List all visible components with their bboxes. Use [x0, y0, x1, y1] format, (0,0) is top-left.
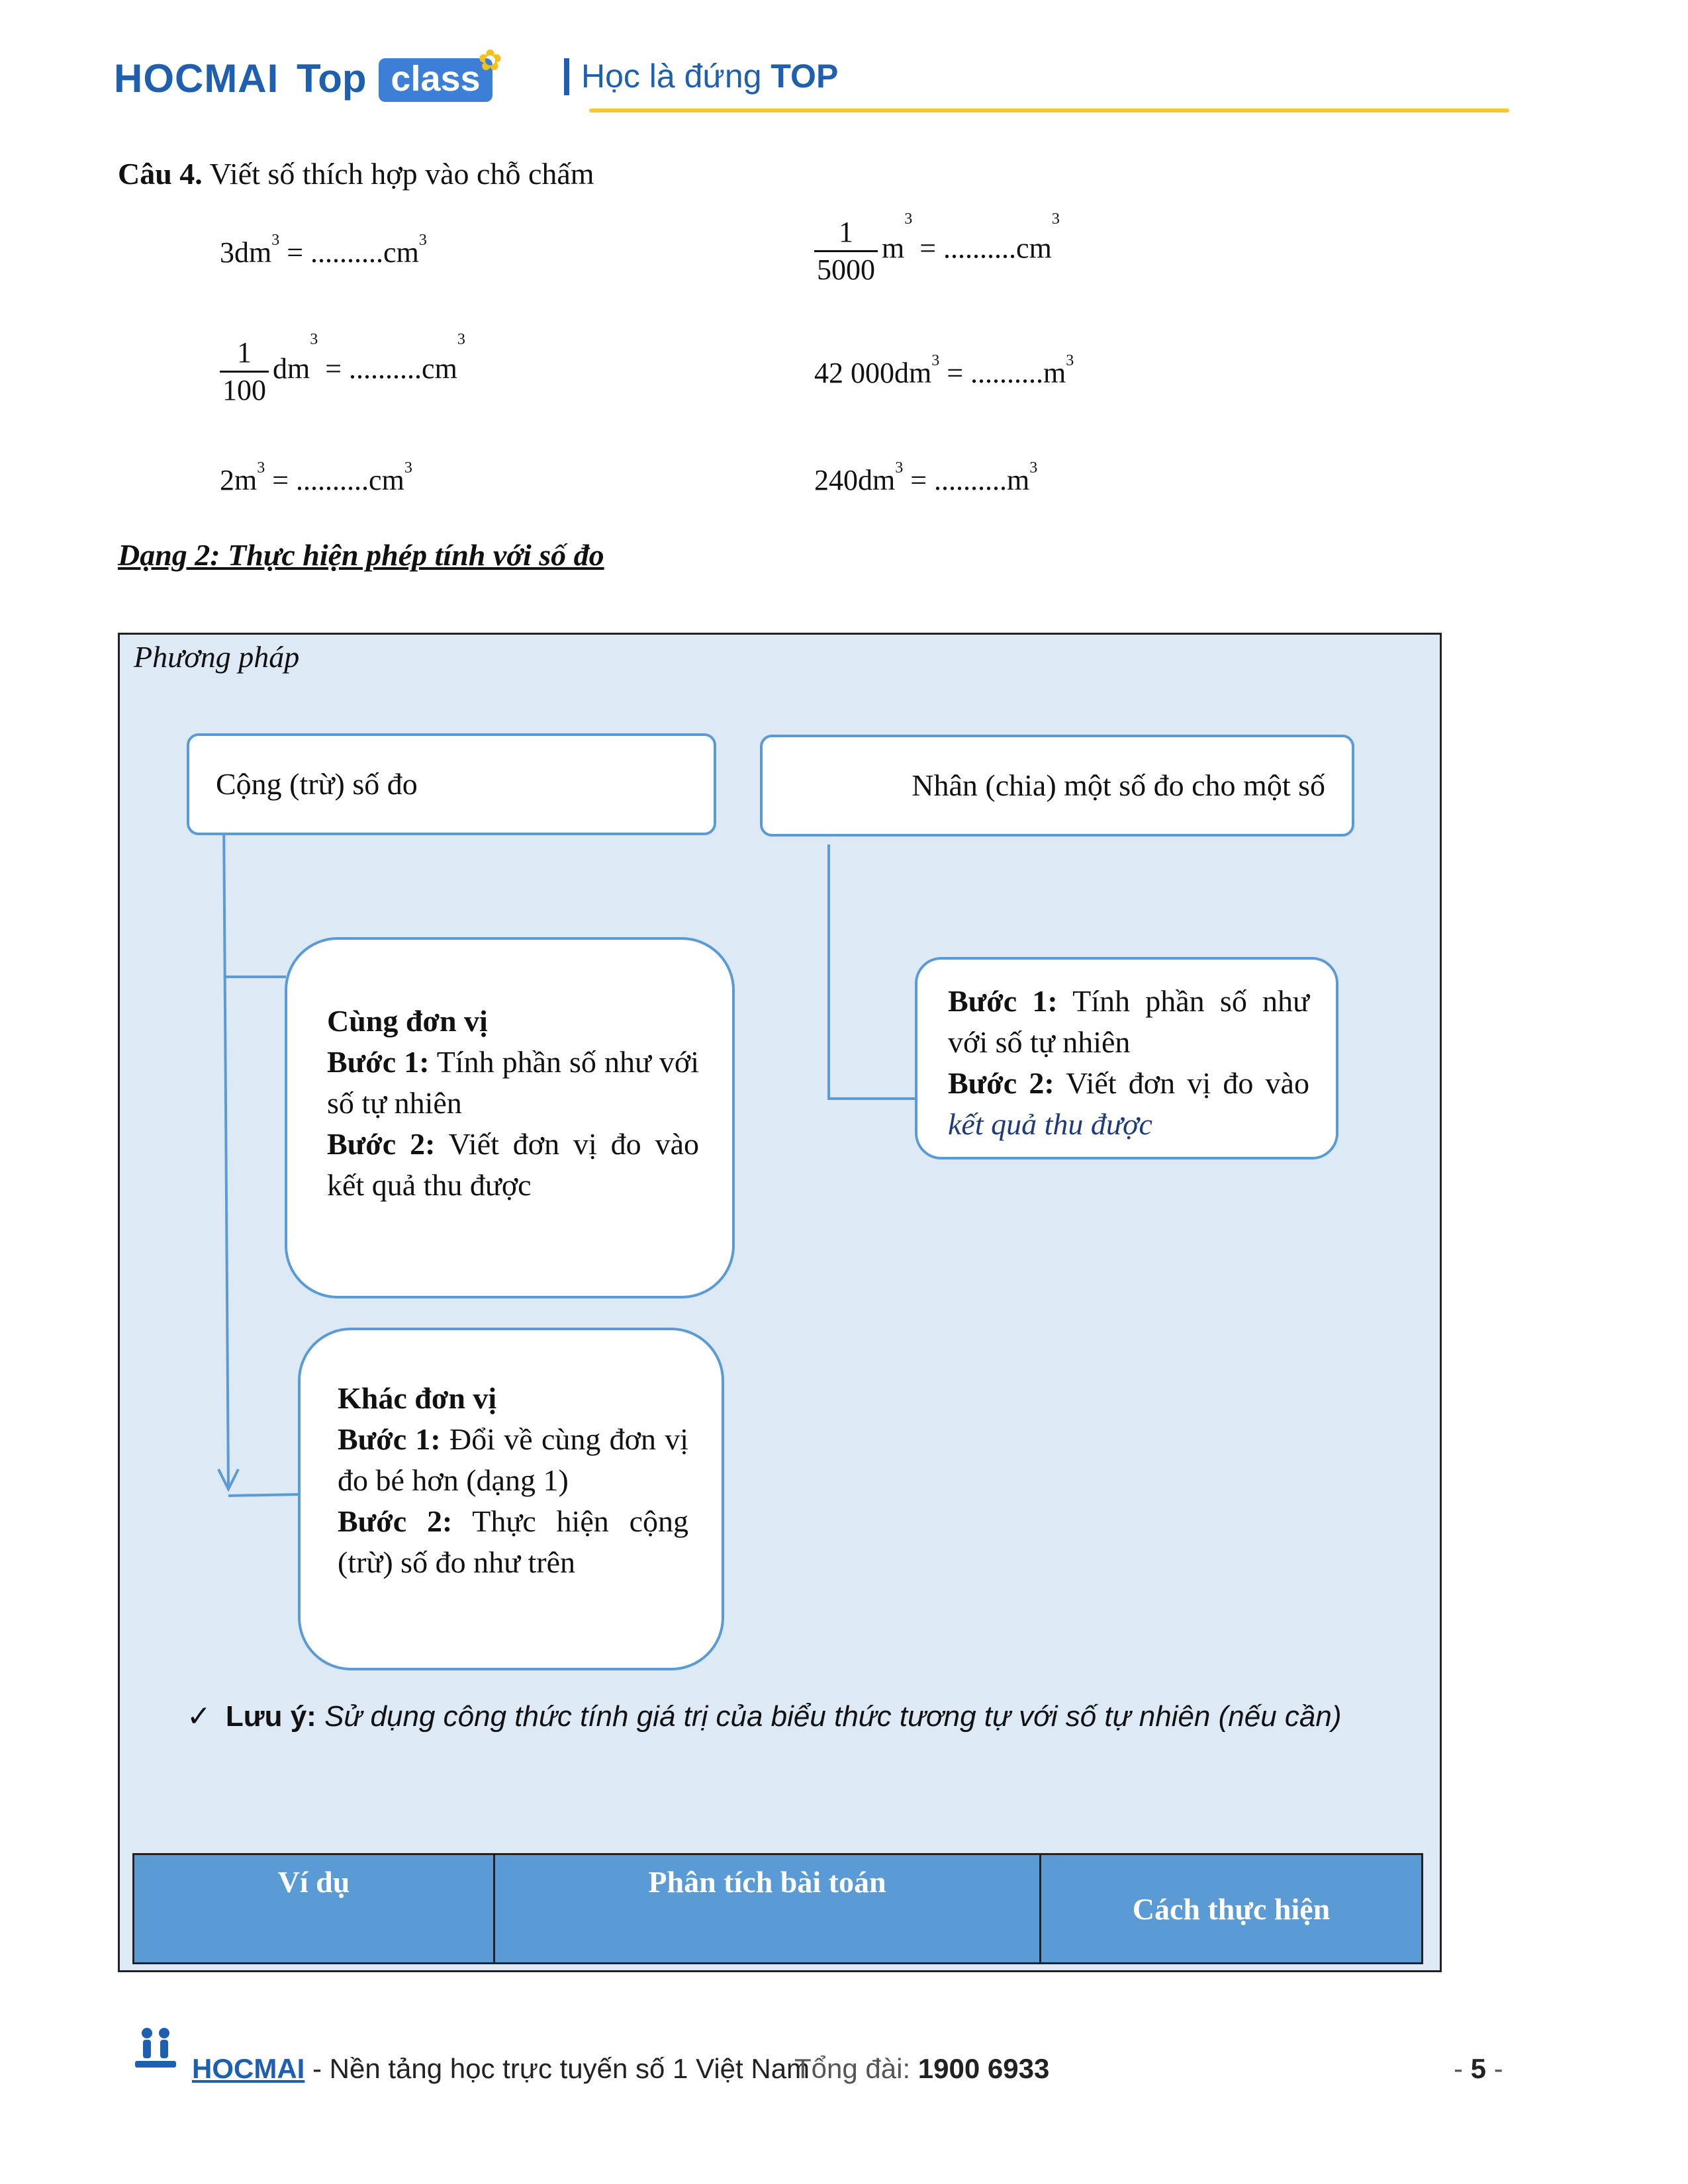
- checkmark-icon: ✓: [187, 1700, 211, 1733]
- same-unit-step2-label: Bước 2:: [327, 1127, 436, 1161]
- mul-div-steps-box: [915, 957, 1338, 1160]
- exercise-1-lhs: 3dm: [220, 236, 272, 269]
- exercise-5-exp: 3: [257, 459, 265, 477]
- same-unit-step1-text: Tính phần số như với số tự nhiên: [327, 1045, 699, 1120]
- exercise-3-rhs-exp: 3: [457, 331, 465, 348]
- different-unit-step1-text: Đổi về cùng đơn vị đo bé hơn (dạng 1): [338, 1422, 688, 1497]
- logo-top: Top: [297, 56, 367, 101]
- add-sub-box: [187, 733, 716, 835]
- mul-div-connector: [829, 844, 917, 1099]
- exercise-5-lhs: 2m: [220, 464, 258, 496]
- exercise-5-rhs-exp: 3: [404, 459, 412, 477]
- example-table-header-row: [134, 1854, 1423, 1964]
- exercise-4-blank: = ..........m: [939, 357, 1066, 389]
- exercise-3-unit: dm: [273, 352, 310, 385]
- different-unit-step1-label: Bước 1:: [338, 1422, 441, 1456]
- logo-hocmai: HOCMAI: [114, 56, 279, 101]
- note-label: Lưu ý:: [225, 1700, 316, 1733]
- table-header-analysis: Phân tích bài toán: [494, 1854, 1041, 1964]
- exercise-2-exp: 3: [904, 210, 913, 228]
- mul-div-label: Nhân (chia) một số đo cho một số: [912, 768, 1325, 802]
- same-unit-title: Cùng đơn vị: [327, 1004, 488, 1038]
- same-unit-step2-text: Viết đơn vị đo vào kết quả thu được: [327, 1127, 699, 1202]
- method-label: Phương pháp: [134, 640, 300, 674]
- mul-step2-tail: kết quả thu được: [948, 1107, 1152, 1141]
- example-table: [132, 1853, 1423, 1964]
- exercise-3-exp: 3: [310, 331, 318, 348]
- different-unit-step2-text: Thực hiện cộng (trừ) số đo như trên: [338, 1504, 688, 1579]
- exercise-6-lhs: 240dm: [814, 464, 896, 496]
- different-unit-step2-label: Bước 2:: [338, 1504, 453, 1538]
- question-number: Câu 4.: [118, 157, 203, 191]
- exercise-1-rhs-exp: 3: [418, 232, 427, 249]
- exercise-3-numerator: 1: [220, 335, 269, 373]
- mul-step1-label: Bước 1:: [948, 984, 1058, 1018]
- exercise-5-blank: = ..........cm: [265, 464, 404, 496]
- add-sub-label: Cộng (trừ) số đo: [216, 767, 418, 801]
- add-sub-trunk-line: [224, 814, 228, 1488]
- tagline-prefix: Học là đứng: [581, 58, 762, 95]
- different-unit-connector: [228, 1494, 299, 1496]
- exercise-2-rhs-exp: 3: [1051, 210, 1060, 228]
- same-unit-box: [285, 937, 735, 1298]
- hotline-number: 1900 6933: [917, 2053, 1050, 2084]
- tagline-highlight: TOP: [771, 58, 839, 95]
- page-number-value: 5: [1470, 2053, 1487, 2084]
- different-unit-box: [298, 1328, 724, 1670]
- note: [187, 1700, 1342, 1733]
- exercise-2-blank: = ..........cm: [912, 232, 1052, 265]
- footer-brand[interactable]: HOCMAI: [192, 2053, 305, 2084]
- same-unit-step1-label: Bước 1:: [327, 1045, 430, 1079]
- exercise-1-exp: 3: [271, 232, 280, 249]
- exercise-2-denominator: 5000: [817, 253, 875, 286]
- footer-hotline: [794, 2048, 1049, 2090]
- hotline-label: Tổng đài:: [794, 2053, 911, 2084]
- footer-tagline: - Nền tảng học trực tuyến số 1 Việt Nam: [305, 2053, 810, 2084]
- question-prompt: Viết số thích hợp vào chỗ chấm: [209, 157, 594, 191]
- exercise-4-rhs-exp: 3: [1066, 352, 1074, 369]
- exercise-4-exp: 3: [931, 352, 940, 369]
- exercise-4-lhs: 42 000dm: [814, 357, 932, 389]
- different-unit-title: Khác đơn vị: [338, 1381, 497, 1415]
- mul-step1-text: Tính phần số như với số tự nhiên: [948, 984, 1309, 1059]
- logo-class-badge: class: [379, 58, 492, 102]
- star-icon: ✿: [478, 44, 502, 77]
- exercise-6-blank: = ..........m: [903, 464, 1030, 496]
- table-header-example: Ví dụ: [134, 1854, 494, 1964]
- note-text: Sử dụng công thức tính giá trị của biểu thức tương tự với số tự nhiên (nếu cần): [316, 1700, 1342, 1733]
- exercise-3-denominator: 100: [222, 374, 266, 406]
- exercise-3-blank: = ..........cm: [318, 352, 457, 385]
- mul-step2-text: Viết đơn vị đo vào: [1054, 1066, 1309, 1100]
- exercise-2-numerator: 1: [814, 214, 878, 252]
- exercise-2-unit: m: [882, 232, 905, 265]
- mul-step2-label: Bước 2:: [948, 1066, 1055, 1100]
- table-header-method: Cách thực hiện: [1041, 1854, 1423, 1964]
- exercise-1-blank: = ..........cm: [279, 236, 419, 269]
- exercise-6-exp: 3: [895, 459, 904, 477]
- exercise-6-rhs-exp: 3: [1029, 459, 1038, 477]
- footer-text: [132, 2048, 810, 2090]
- section-title: Dạng 2: Thực hiện phép tính với số đo: [118, 538, 604, 572]
- mul-div-box: [760, 735, 1354, 837]
- page-number: - 5 -: [1454, 2053, 1503, 2084]
